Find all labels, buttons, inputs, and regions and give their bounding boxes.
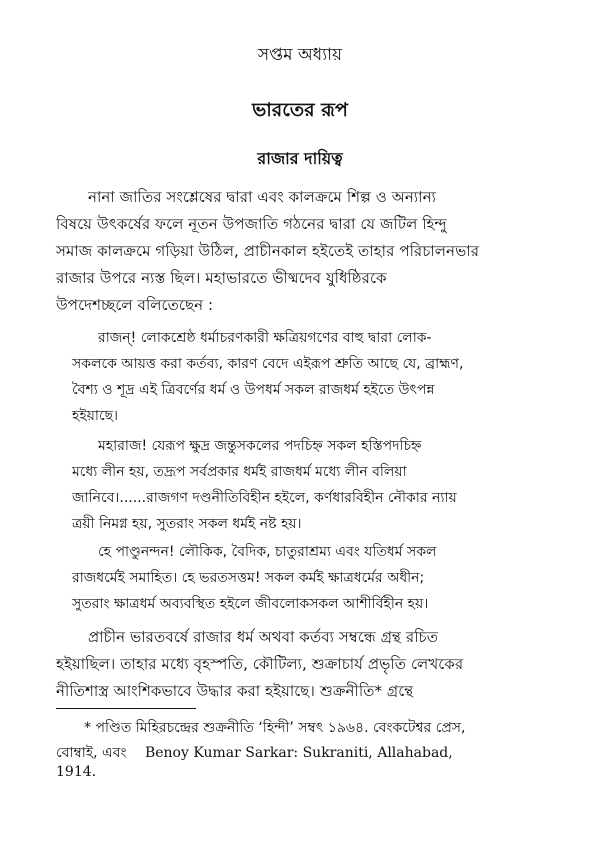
paragraph-line: হইয়াছিল। তাহার মধ্যে বৃহস্পতি, কৌটিল্য, শুক্রাচার্য প্রভৃতি লেখকের [56, 655, 464, 673]
paragraph-line: প্রাচীন ভারতবর্ষে রাজার ধর্ম অথবা কর্তব্য সম্বন্ধে গ্রন্থ রচিত [88, 628, 439, 646]
paragraph-line: নীতিশাস্ত্র আংশিকভাবে উদ্ধার করা হইয়াছে। শুক্রনীতি* গ্রন্থে [56, 682, 414, 700]
quote-line: বৈশ্য ও শূদ্র এই ত্রিবর্ণের ধর্ম ও উপধর্ম সকল রাজধর্ম হইতে উৎপন্ন [72, 382, 435, 398]
quote-line: মধ্যে লীন হয়, তদ্রূপ সর্বপ্রকার ধর্মই রাজধর্ম মধ্যে লীন বলিয়া [72, 464, 407, 480]
footnote-line [56, 741, 453, 765]
chapter-title: ভারতের রূপ [252, 99, 348, 121]
footnote-rule [56, 708, 196, 709]
quote-line: রাজধর্মেই সমাহিত। হে ভরতসত্তম! সকল কর্মই ক্ষাত্রধর্মের অধীন; [72, 570, 425, 586]
footnote-line: * পণ্ডিত মিহিরচন্দ্রের শুক্রনীতি ‘হিন্দী’ সম্বৎ ১৯৬৪. বেংকটেশ্বর প্রেস, [84, 720, 466, 736]
chapter-heading: সপ্তম অধ্যায় [257, 45, 343, 65]
quote-line: জানিবে।......রাজগণ দণ্ডনীতিবিহীন হইলে, কর্ণধারবিহীন নৌকার ন্যায় [72, 490, 457, 506]
quote-line: সকলকে আয়ত্ত করা কর্তব্য, কারণ বেদে এইরূপ শ্রুতি আছে যে, ব্রাহ্মণ, [72, 356, 464, 372]
paragraph-line: নানা জাতির সংশ্লেষের দ্বারা এবং কালক্রমে শিল্প ও অন্যান্য [88, 188, 437, 206]
paragraph-line: রাজার উপরে ন্যস্ত ছিল। মহাভারতে ভীষ্মদেব যুধিষ্ঠিরকে [56, 269, 387, 287]
quote-line: হে পাণ্ডুনন্দন! লৌকিক, বৈদিক, চাতুরাশ্রম্য এবং যতিধর্ম সকল [98, 544, 437, 560]
footnote-text-bengali: বোম্বাই, এবং [56, 745, 127, 761]
quote-line: মহারাজ! যেরূপ ক্ষুদ্র জন্তুসকলের পদচিহ্ন সকল হস্তিপদচিহ্ন [98, 438, 422, 454]
quote-line: সুতরাং ক্ষাত্রধর্ম অব্যবস্থিত হইলে জীবলোকসকল আশীর্বিহীন হয়। [72, 596, 429, 612]
paragraph-line: সমাজ কালক্রমে গড়িয়া উঠিল, প্রাচীনকাল হইতেই তাহার পরিচালনভার [56, 242, 480, 260]
quote-line: ত্রয়ী নিমগ্ন হয়, সুতরাং সকল ধর্মই নষ্ট হয়। [72, 516, 302, 532]
section-heading: রাজার দায়িত্ব [257, 149, 343, 168]
paragraph-line: বিষয়ে উৎকর্ষের ফলে নূতন উপজাতি গঠনের দ্বারা যে জটিল হিন্দু [56, 215, 447, 233]
footnote-citation: Benoy Kumar Sarkar: Sukraniti, Allahabad, [144, 745, 453, 761]
quote-line: রাজন্! লোকশ্রেষ্ঠ ধর্মাচরণকারী ক্ষত্রিয়গণের বাহু দ্বারা লোক- [98, 330, 432, 346]
footnote-year: 1914. [56, 764, 97, 780]
quote-line: হইয়াছে। [72, 408, 119, 424]
paragraph-line: উপদেশচ্ছলে বলিতেছেন : [56, 296, 214, 314]
